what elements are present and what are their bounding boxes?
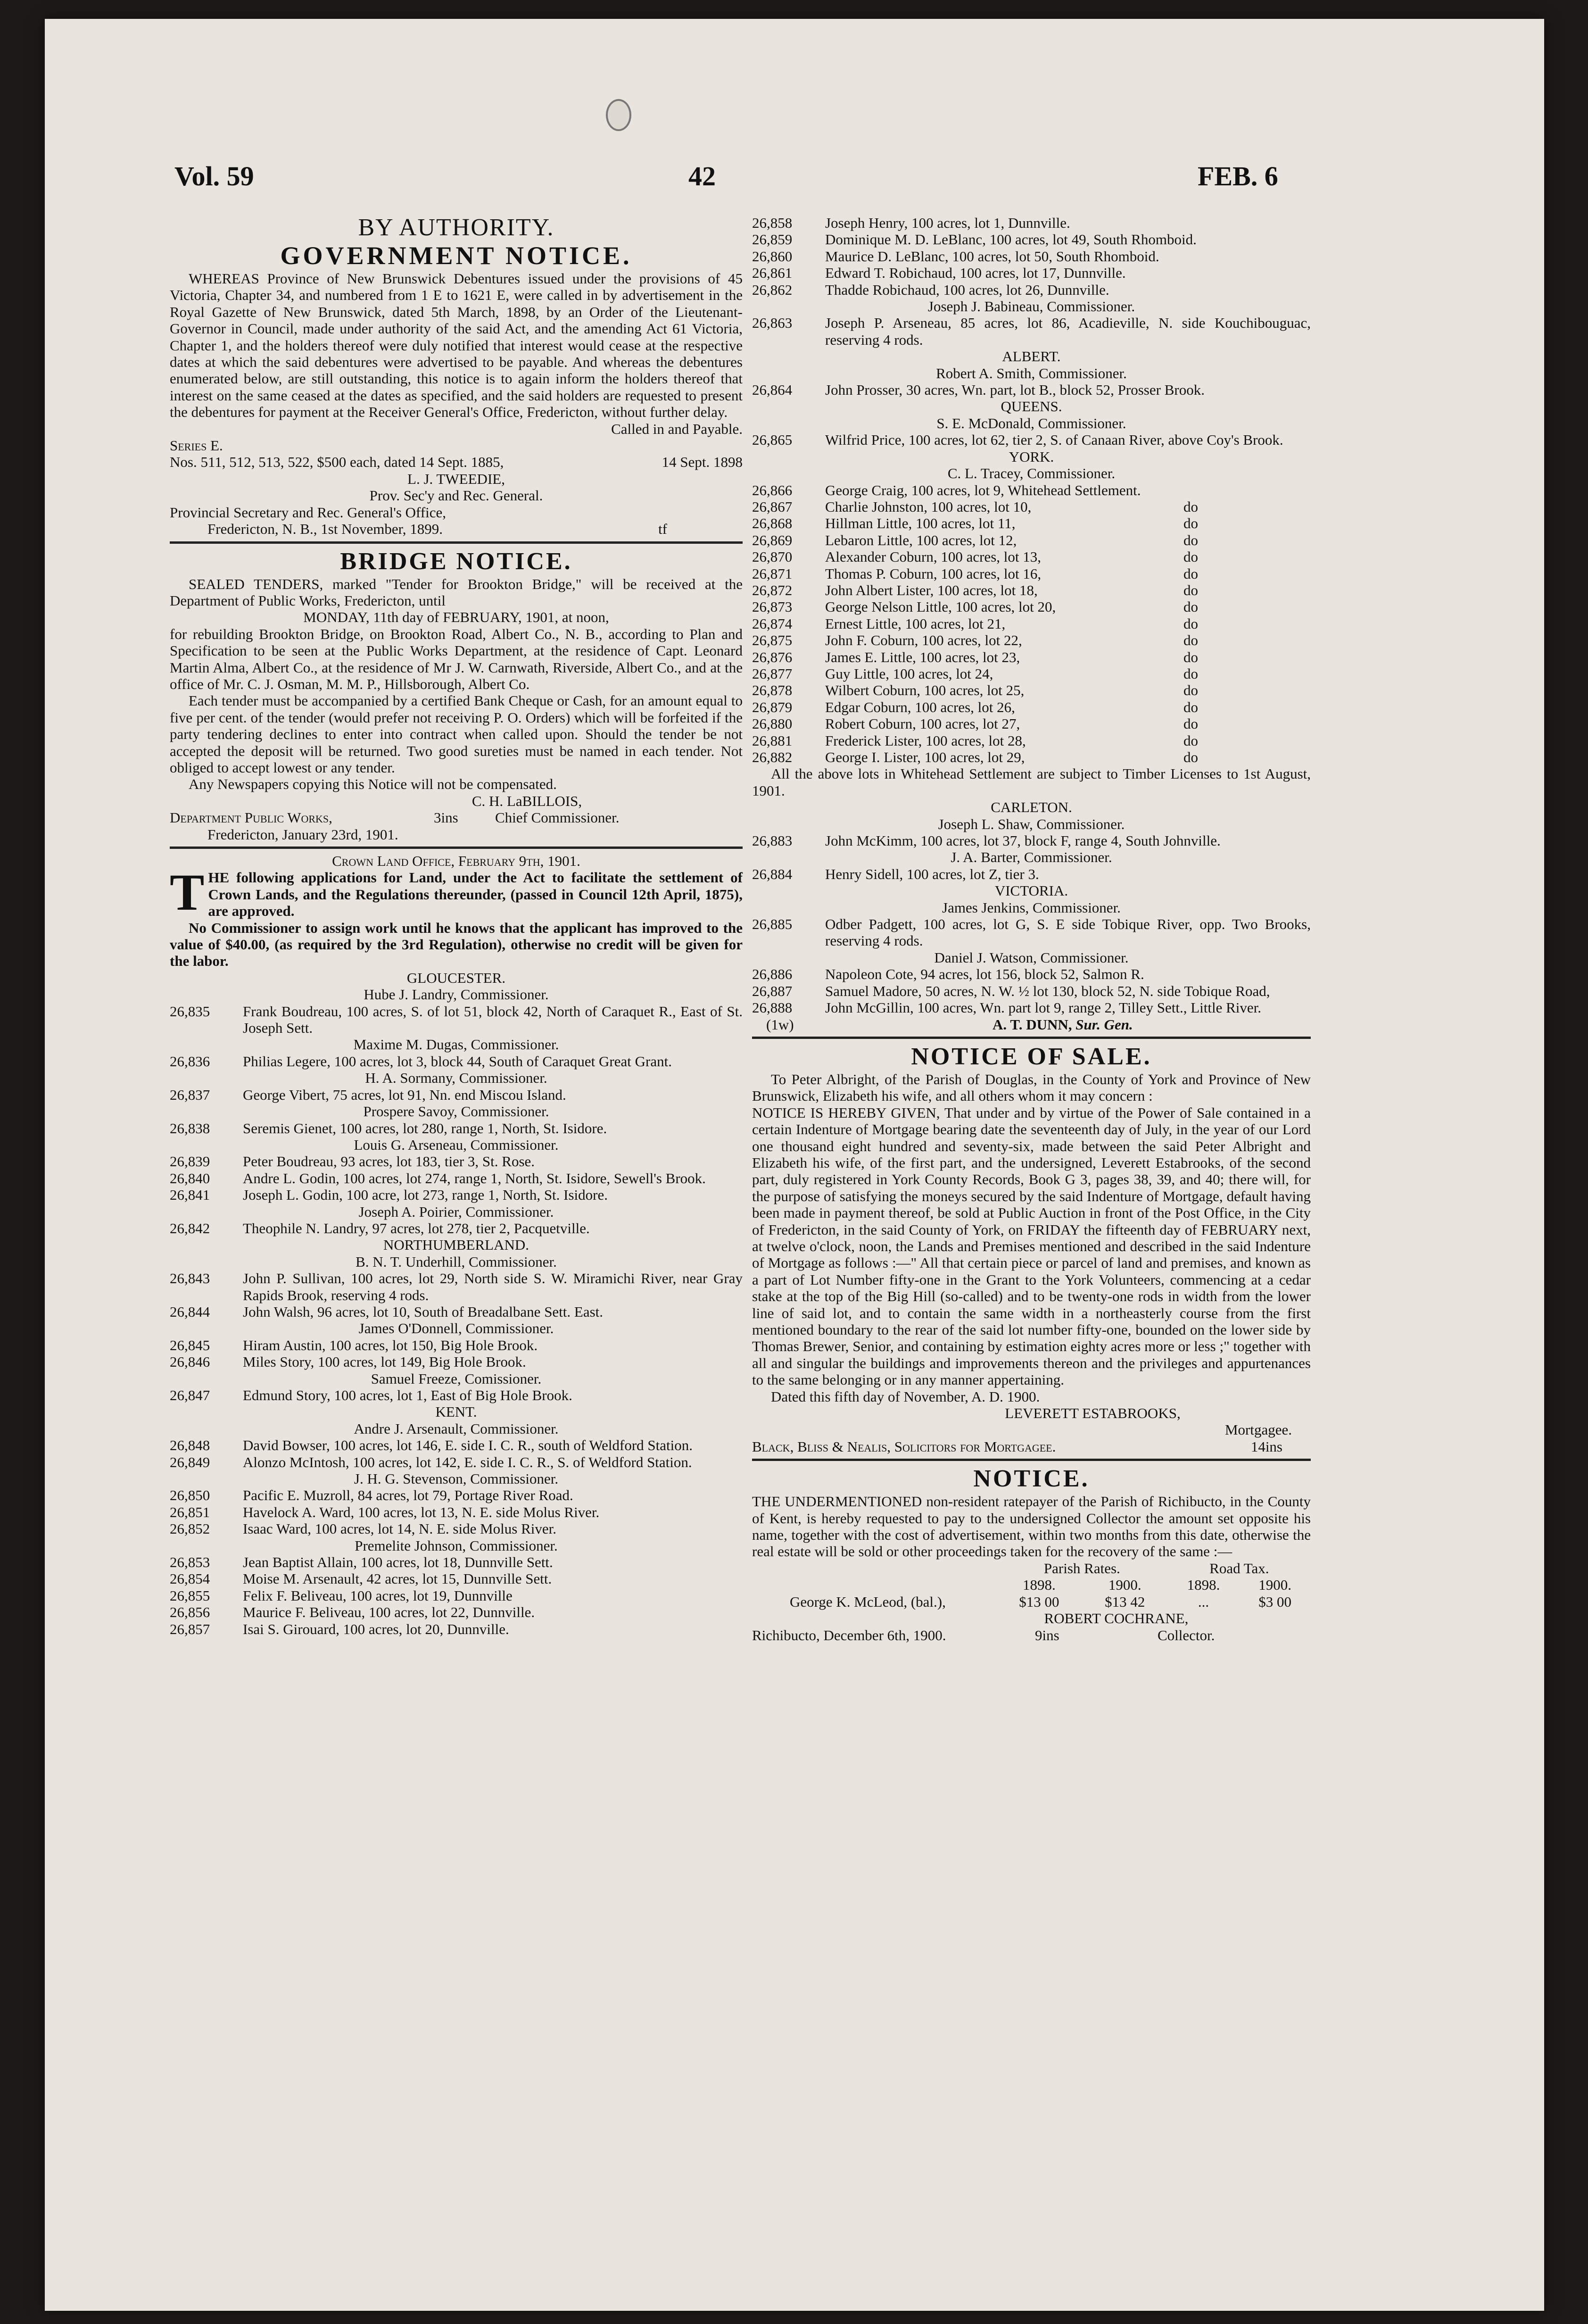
commissioner-name: H. A. Sormany, Commissioner. bbox=[365, 1070, 547, 1087]
land-entry bbox=[752, 649, 1311, 665]
entry-number: 26,843 bbox=[170, 1270, 210, 1287]
bridge-notice-p2: for rebuilding Brookton Bridge, on Brookton Road, Albert Co., N. B., according to Plan and Specification to be seen at the Public Works Department, at the residence of Capt. Leonard Martin Alma, Albert Co., at the residence of Mr J. W. Carnwath, Riverside, Albert Co., and at the office of Mr. C. J. Osman, M. M. P., Hillsborough, Albert Co. bbox=[170, 625, 743, 692]
authority-office: Provincial Secretary and Rec. General's Office, bbox=[170, 504, 447, 521]
notice-signer-title: Collector. bbox=[1158, 1627, 1215, 1643]
year-cell: 1900. bbox=[1258, 1577, 1292, 1594]
county-heading: KENT. bbox=[435, 1403, 477, 1420]
land-entry bbox=[752, 866, 1311, 882]
land-entry bbox=[170, 1187, 743, 1203]
rates-header-row bbox=[752, 1560, 1311, 1577]
land-entry bbox=[752, 916, 1311, 949]
commissioner-name: Joseph J. Babineau, Commissioner. bbox=[927, 298, 1135, 315]
land-entry bbox=[752, 832, 1311, 849]
commissioner-name: J. A. Barter, Commissioner. bbox=[951, 849, 1112, 866]
county-heading: ALBERT. bbox=[1002, 348, 1061, 365]
land-entry bbox=[170, 1270, 743, 1303]
entry-text: Moise M. Arsenault, 42 acres, lot 15, Dunnville Sett. bbox=[243, 1570, 552, 1587]
land-entry bbox=[752, 315, 1311, 348]
sale-signer: LEVERETT ESTABROOKS, bbox=[1005, 1405, 1181, 1422]
entry-text: Alexander Coburn, 100 acres, lot 13, bbox=[825, 548, 1041, 565]
land-entry bbox=[170, 1587, 743, 1604]
divider bbox=[752, 1459, 1311, 1461]
ditto-mark: do bbox=[1183, 665, 1198, 682]
land-entry bbox=[170, 1504, 743, 1520]
entry-number: 26,845 bbox=[170, 1336, 210, 1353]
entry-number: 26,874 bbox=[752, 615, 793, 632]
land-entry bbox=[752, 615, 1311, 632]
sale-solicitors: Black, Bliss & Nealis, Solicitors for Mortgagee. bbox=[752, 1438, 1056, 1455]
land-entry bbox=[752, 248, 1311, 265]
land-entry bbox=[752, 532, 1311, 548]
entry-text: John Prosser, 30 acres, Wn. part, lot B., block 52, Prosser Brook. bbox=[825, 382, 1205, 398]
land-entry bbox=[752, 682, 1311, 698]
entry-text: Havelock A. Ward, 100 acres, lot 13, N. E. side Molus River. bbox=[243, 1503, 600, 1520]
entry-number: 26,859 bbox=[752, 231, 793, 248]
land-entry bbox=[752, 699, 1311, 715]
entry-text: Edward T. Robichaud, 100 acres, lot 17, Dunnville. bbox=[825, 265, 1126, 282]
bridge-place-date: Fredericton, January 23rd, 1901. bbox=[207, 826, 398, 843]
entry-text: Thadde Robichaud, 100 acres, lot 26, Dunnville. bbox=[825, 281, 1109, 298]
land-entry bbox=[170, 1554, 743, 1570]
entry-text: Maurice F. Beliveau, 100 acres, lot 22, Dunnville. bbox=[243, 1604, 535, 1621]
commissioner-name: J. H. G. Stevenson, Commissioner. bbox=[354, 1470, 559, 1487]
divider bbox=[170, 541, 743, 544]
entry-text: Hiram Austin, 100 acres, lot 150, Big Hole Brook. bbox=[243, 1336, 538, 1353]
series-numbers: Nos. 511, 512, 513, 522, $500 each, dated 14 Sept. 1885, bbox=[170, 454, 504, 471]
entry-number: 26,879 bbox=[752, 698, 793, 715]
entry-text: Napoleon Cote, 94 acres, lot 156, block 52, Salmon R. bbox=[825, 966, 1144, 983]
year-cell: 1900. bbox=[1108, 1577, 1141, 1594]
ratepayer-name: George K. McLeod, (bal.), bbox=[790, 1593, 946, 1610]
land-entry bbox=[752, 515, 1311, 531]
entry-text: Dominique M. D. LeBlanc, 100 acres, lot 49, South Rhomboid. bbox=[825, 231, 1197, 248]
entry-number: 26,873 bbox=[752, 598, 793, 615]
entry-number: 26,884 bbox=[752, 865, 793, 882]
ditto-mark: do bbox=[1183, 698, 1198, 715]
authority-office-row bbox=[170, 521, 743, 537]
divider bbox=[170, 847, 743, 849]
entry-number: 26,867 bbox=[752, 498, 793, 515]
land-entry bbox=[170, 1053, 743, 1070]
entry-text: Wilbert Coburn, 100 acres, lot 25, bbox=[825, 682, 1025, 699]
notice-place-date: Richibucto, December 6th, 1900. bbox=[752, 1627, 946, 1643]
entry-number: 26,866 bbox=[752, 481, 793, 498]
land-entry bbox=[170, 1520, 743, 1537]
land-entry bbox=[752, 498, 1311, 515]
entry-text: Theophile N. Landry, 97 acres, lot 278, tier 2, Pacquetville. bbox=[243, 1220, 590, 1237]
land-entry bbox=[170, 1387, 743, 1403]
sale-solicitors-row bbox=[752, 1438, 1311, 1455]
notice-signer: ROBERT COCHRANE, bbox=[1044, 1610, 1189, 1627]
kent-continued-list bbox=[752, 215, 1311, 298]
land-entry bbox=[170, 1120, 743, 1137]
entry-text: Robert Coburn, 100 acres, lot 27, bbox=[825, 715, 1020, 732]
year-cell: 1898. bbox=[1187, 1577, 1220, 1594]
bridge-signer-title: Chief Commissioner. bbox=[495, 809, 620, 826]
entry-number: 26,838 bbox=[170, 1120, 210, 1137]
land-entry bbox=[170, 1454, 743, 1470]
entry-text: John McKimm, 100 acres, lot 37, block F, range 4, South Johnville. bbox=[825, 832, 1221, 849]
commissioner-name: S. E. McDonald, Commissioner. bbox=[936, 415, 1126, 432]
land-entry bbox=[170, 1437, 743, 1453]
amount-cell: $13 42 bbox=[1105, 1593, 1145, 1610]
notice-footer-row bbox=[752, 1627, 1311, 1643]
land-entry bbox=[752, 999, 1311, 1016]
bridge-notice-p3: Each tender must be accompanied by a certified Bank Cheque or Cash, for an amount equal to five per cent. of the tender (would prefer not receiving P. O. Orders) which will be forfeited if the party tendering declines to enter into contract when called upon. Should the tender be not accepted the deposit will be returned. Two good sureties must be named in each tender. Not obliged to accept lowest or any tender. bbox=[170, 692, 743, 776]
entry-number: 26,851 bbox=[170, 1503, 210, 1520]
entry-text: George Craig, 100 acres, lot 9, Whitehead Settlement. bbox=[825, 481, 1141, 498]
entry-text: Odber Padgett, 100 acres, lot G, S. E side Tobique River, opp. Two Brooks, reserving 4 rods. bbox=[825, 916, 1311, 949]
entry-number: 26,878 bbox=[752, 682, 793, 699]
land-entry bbox=[170, 1337, 743, 1353]
parish-rates-header: Parish Rates. bbox=[1043, 1560, 1120, 1577]
entry-number: 26,865 bbox=[752, 432, 793, 448]
entry-number: 26,876 bbox=[752, 648, 793, 665]
right-column bbox=[752, 215, 1311, 1643]
county-heading: YORK. bbox=[1009, 448, 1054, 465]
entry-number: 26,872 bbox=[752, 581, 793, 598]
commissioner-name: Hube J. Landry, Commissioner. bbox=[364, 986, 549, 1003]
entry-text: Frank Boudreau, 100 acres, S. of lot 51, block 42, North of Caraquet R., East of St. Joseph Sett. bbox=[243, 1003, 743, 1037]
ditto-mark: do bbox=[1183, 749, 1198, 765]
entry-text: Andre L. Godin, 100 acres, lot 274, range 1, North, St. Isidore, Sewell's Brook. bbox=[243, 1170, 706, 1187]
entry-number: 26,881 bbox=[752, 732, 793, 749]
county-heading: GLOUCESTER. bbox=[406, 969, 506, 986]
entry-number: 26,863 bbox=[752, 315, 793, 332]
bridge-insertions: 3ins bbox=[434, 809, 458, 826]
commissioner-name: Premelite Johnson, Commissioner. bbox=[355, 1537, 558, 1554]
commissioner-name: James O'Donnell, Commissioner. bbox=[358, 1320, 554, 1337]
entry-text: Jean Baptist Allain, 100 acres, lot 18, Dunnville Sett. bbox=[243, 1554, 553, 1571]
ditto-mark: do bbox=[1183, 732, 1198, 749]
commissioner-name: Joseph L. Shaw, Commissioner. bbox=[938, 815, 1125, 832]
entry-number: 26,875 bbox=[752, 632, 793, 649]
divider bbox=[752, 1037, 1311, 1039]
series-payable-date: 14 Sept. 1898 bbox=[662, 454, 743, 471]
crown-signature-row bbox=[752, 1016, 1311, 1033]
entry-number: 26,883 bbox=[752, 832, 793, 849]
land-entry bbox=[752, 265, 1311, 281]
county-heading: CARLETON. bbox=[991, 799, 1072, 816]
commissioner-name: C. L. Tracey, Commissioner. bbox=[947, 465, 1116, 482]
land-entry bbox=[752, 565, 1311, 582]
entry-text: Isai S. Girouard, 100 acres, lot 20, Dunnville. bbox=[243, 1620, 509, 1637]
authority-office-mark: tf bbox=[658, 521, 667, 538]
bridge-notice-p4: Any Newspapers copying this Notice will not be compensated. bbox=[189, 776, 557, 793]
land-entry bbox=[752, 732, 1311, 749]
amount-cell: ... bbox=[1198, 1593, 1209, 1610]
gazette-page bbox=[45, 19, 1544, 2311]
land-entry bbox=[170, 1220, 743, 1237]
entry-number: 26,857 bbox=[170, 1620, 210, 1637]
entry-number: 26,840 bbox=[170, 1170, 210, 1187]
entry-text: John Albert Lister, 100 acres, lot 18, bbox=[825, 581, 1038, 598]
york-note: All the above lots in Whitehead Settlement are subject to Timber Licenses to 1st August, 1901. bbox=[752, 765, 1311, 799]
entry-text: Peter Boudreau, 93 acres, lot 183, tier 3, St. Rose. bbox=[243, 1153, 535, 1170]
notice-insertions: 9ins bbox=[1035, 1627, 1059, 1643]
year-cell: 1898. bbox=[1023, 1577, 1056, 1594]
entry-number: 26,860 bbox=[752, 248, 793, 265]
entry-text: Lebaron Little, 100 acres, lot 12, bbox=[825, 531, 1017, 548]
land-entry bbox=[752, 598, 1311, 615]
commissioner-name: Maxime M. Dugas, Commissioner. bbox=[353, 1036, 559, 1053]
ditto-mark: do bbox=[1183, 548, 1198, 565]
entry-number: 26,856 bbox=[170, 1604, 210, 1621]
entry-text: Hillman Little, 100 acres, lot 11, bbox=[825, 515, 1016, 532]
entry-text: Joseph L. Godin, 100 acre, lot 273, range 1, North, St. Isidore. bbox=[243, 1187, 608, 1204]
entry-text: Isaac Ward, 100 acres, lot 14, N. E. side Molus River. bbox=[243, 1520, 557, 1537]
ditto-mark: do bbox=[1183, 715, 1198, 732]
land-entry bbox=[752, 382, 1311, 398]
entry-number: 26,885 bbox=[752, 916, 793, 933]
ditto-mark: do bbox=[1183, 565, 1198, 582]
entry-number: 26,861 bbox=[752, 265, 793, 282]
land-entry bbox=[752, 983, 1311, 999]
county-heading: NORTHUMBERLAND. bbox=[383, 1237, 529, 1253]
authority-office-date: Fredericton, N. B., 1st November, 1899. bbox=[207, 521, 443, 538]
county-victoria bbox=[752, 882, 1311, 1016]
entry-text: George Nelson Little, 100 acres, lot 20, bbox=[825, 598, 1056, 615]
entry-text: John P. Sullivan, 100 acres, lot 29, North side S. W. Miramichi River, near Gray Rapids Brook, reserving 4 rods. bbox=[243, 1270, 743, 1303]
entry-number: 26,852 bbox=[170, 1520, 210, 1537]
authority-signer: L. J. TWEEDIE, bbox=[407, 470, 505, 487]
commissioner-name: James Jenkins, Commissioner. bbox=[942, 899, 1121, 916]
entry-number: 26,846 bbox=[170, 1353, 210, 1370]
sale-signer-title: Mortgagee. bbox=[1224, 1421, 1292, 1438]
entry-text: David Bowser, 100 acres, lot 146, E. side I. C. R., south of Weldford Station. bbox=[243, 1437, 693, 1454]
entry-number: 26,862 bbox=[752, 281, 793, 298]
land-entry bbox=[752, 432, 1311, 448]
ditto-mark: do bbox=[1183, 648, 1198, 665]
entry-number: 26,842 bbox=[170, 1220, 210, 1237]
volume-number: Vol. 59 bbox=[174, 161, 254, 191]
entry-text: Thomas P. Coburn, 100 acres, lot 16, bbox=[825, 565, 1042, 582]
commissioner-name: Samuel Freeze, Comissioner. bbox=[371, 1370, 542, 1387]
issue-date: FEB. 6 bbox=[1198, 161, 1278, 191]
land-entry bbox=[170, 1487, 743, 1503]
by-authority-heading: BY AUTHORITY. bbox=[358, 214, 554, 241]
land-entry bbox=[170, 1003, 743, 1037]
commissioner-name: Louis G. Arseneau, Commissioner. bbox=[354, 1136, 559, 1153]
entry-text: Philias Legere, 100 acres, lot 3, block 44, South of Caraquet Great Grant. bbox=[243, 1053, 672, 1070]
called-in-label: Called in and Payable. bbox=[611, 420, 743, 437]
entry-text: Maurice D. LeBlanc, 100 acres, lot 50, South Rhomboid. bbox=[825, 248, 1159, 265]
entry-number: 26,839 bbox=[170, 1153, 210, 1170]
land-entry bbox=[752, 966, 1311, 982]
government-notice-title: GOVERNMENT NOTICE. bbox=[280, 241, 632, 270]
bridge-notice-p1: SEALED TENDERS, marked "Tender for Brookton Bridge," will be received at the Department of Public Works, Fredericton, until bbox=[170, 575, 743, 609]
land-entry bbox=[752, 715, 1311, 732]
amount-cell: $3 00 bbox=[1258, 1593, 1292, 1610]
entry-number: 26,870 bbox=[752, 548, 793, 565]
amount-cell: $13 00 bbox=[1019, 1593, 1059, 1610]
rates-table bbox=[752, 1560, 1311, 1610]
crown-signer-title: Sur. Gen. bbox=[1075, 1016, 1133, 1033]
entry-text: Miles Story, 100 acres, lot 149, Big Hole Brook. bbox=[243, 1353, 526, 1370]
york-entry-list bbox=[752, 498, 1311, 766]
crown-office-line: Crown Land Office, February 9th, 1901. bbox=[332, 853, 580, 869]
punch-hole bbox=[606, 99, 631, 131]
ditto-mark: do bbox=[1183, 598, 1198, 615]
entry-text: Wilfrid Price, 100 acres, lot 62, tier 2, S. of Canaan River, above Coy's Brook. bbox=[825, 432, 1283, 448]
entry-number: 26,837 bbox=[170, 1086, 210, 1103]
entry-number: 26,871 bbox=[752, 565, 793, 582]
entry-number: 26,855 bbox=[170, 1587, 210, 1604]
entry-number: 26,853 bbox=[170, 1554, 210, 1571]
notice-of-sale-title: NOTICE OF SALE. bbox=[911, 1043, 1152, 1070]
county-carleton bbox=[752, 799, 1311, 882]
entry-number: 26,858 bbox=[752, 215, 793, 231]
ditto-mark: do bbox=[1183, 682, 1198, 699]
entry-number: 26,868 bbox=[752, 515, 793, 532]
entry-number: 26,854 bbox=[170, 1570, 210, 1587]
entry-text: Alonzo McIntosh, 100 acres, lot 142, E. side I. C. R., S. of Weldford Station. bbox=[243, 1453, 692, 1470]
entry-text: George I. Lister, 100 acres, lot 29, bbox=[825, 749, 1025, 765]
entry-number: 26,888 bbox=[752, 999, 793, 1016]
land-entry bbox=[170, 1570, 743, 1587]
kent-more-list bbox=[752, 315, 1311, 348]
entry-number: 26,850 bbox=[170, 1487, 210, 1504]
sale-insertions: 14ins bbox=[1250, 1438, 1282, 1455]
entry-text: Seremis Gienet, 100 acres, lot 280, range 1, North, St. Isidore. bbox=[243, 1120, 607, 1137]
crown-insertions: (1w) bbox=[766, 1016, 794, 1033]
entry-text: Felix F. Beliveau, 100 acres, lot 19, Dunnville bbox=[243, 1587, 513, 1604]
land-entry bbox=[752, 231, 1311, 248]
authority-signer-title: Prov. Sec'y and Rec. General. bbox=[369, 487, 543, 504]
rates-years-row bbox=[752, 1577, 1311, 1593]
crown-intro-text: HE following applications for Land, under the Act to facilitate the settlement of Crown Lands, and the Regulations thereunder, (passed in Council 12th April, 1875), are approved. bbox=[208, 869, 743, 920]
entry-text: Charlie Johnston, 100 acres, lot 10, bbox=[825, 498, 1032, 515]
entry-text: Joseph Henry, 100 acres, lot 1, Dunnville. bbox=[825, 215, 1070, 231]
entry-text: Pacific E. Muzroll, 84 acres, lot 79, Portage River Road. bbox=[243, 1487, 573, 1504]
commissioner-name: Daniel J. Watson, Commissioner. bbox=[934, 949, 1129, 966]
land-entry bbox=[752, 582, 1311, 598]
commissioner-name: Joseph A. Poirier, Commissioner. bbox=[358, 1203, 554, 1220]
entry-text: Edgar Coburn, 100 acres, lot 26, bbox=[825, 698, 1015, 715]
entry-number: 26,877 bbox=[752, 665, 793, 682]
government-notice-body: WHEREAS Province of New Brunswick Debentures issued under the provisions of 45 Victoria, Chapter 34, and numbered from 1 E to 1621 E, were called in by advertisement in the Royal Gazette of New Brunswick, dated 5th March, 1898, by an Order of the Lieutenant-Governor in Council, made under authority of the said Act, and the amending Act 61 Victoria, Chapter 1, and the holders thereof were duly notified that interest would cease at the respective dates at which the said debentures were advertised to be payable. And whereas the debentures enumerated below, are still outstanding, this notice is to again inform the holders thereof that interest on the same ceased at the dates as specified, and the said holders are requested to present the debentures for payment at the Receiver General's Office, Fredericton, without further delay. bbox=[170, 270, 743, 421]
entry-number: 26,848 bbox=[170, 1437, 210, 1454]
land-entry bbox=[752, 665, 1311, 682]
entry-number: 26,847 bbox=[170, 1387, 210, 1403]
entry-number: 26,849 bbox=[170, 1453, 210, 1470]
entry-number: 26,869 bbox=[752, 531, 793, 548]
entry-number: 26,844 bbox=[170, 1303, 210, 1320]
land-entry bbox=[752, 215, 1311, 231]
land-entry bbox=[170, 1087, 743, 1103]
left-column bbox=[170, 215, 743, 1637]
entry-text: John McGillin, 100 acres, Wn. part lot 9, range 2, Tilley Sett., Little River. bbox=[825, 999, 1262, 1016]
land-entry bbox=[752, 548, 1311, 565]
crown-signer-name: A. T. DUNN, bbox=[992, 1016, 1072, 1033]
land-entry bbox=[752, 282, 1311, 298]
ditto-mark: do bbox=[1183, 498, 1198, 515]
notice-body: THE UNDERMENTIONED non-resident ratepayer of the Parish of Richibucto, in the County of Kent, is hereby requested to pay to the undersigned Collector the amount set opposite his name, together with the cost of advertisement, within two months from this date, otherwise the real estate will be sold or other proceedings taken for the recovery of the same :— bbox=[752, 1493, 1311, 1560]
crown-commissioner-note: No Commissioner to assign work until he knows that the applicant has improved to the value of $40.00, (as required by the 3rd Regulation), otherwise no credit will be given for the labor. bbox=[170, 919, 743, 970]
entry-text: Frederick Lister, 100 acres, lot 28, bbox=[825, 732, 1026, 749]
land-entry bbox=[170, 1303, 743, 1320]
page-number: 42 bbox=[688, 161, 716, 191]
entry-number: 26,887 bbox=[752, 982, 793, 999]
commissioner-name: Robert A. Smith, Commissioner. bbox=[936, 365, 1127, 382]
bridge-notice-title: BRIDGE NOTICE. bbox=[340, 548, 572, 575]
land-entry bbox=[170, 1353, 743, 1370]
entry-text: George Vibert, 75 acres, lot 91, Nn. end Miscou Island. bbox=[243, 1086, 566, 1103]
land-entry bbox=[170, 1153, 743, 1170]
sale-dated: Dated this fifth day of November, A. D. 1900. bbox=[771, 1388, 1040, 1405]
entry-number: 26,880 bbox=[752, 715, 793, 732]
county-list-right bbox=[752, 348, 1311, 448]
entry-text: James E. Little, 100 acres, lot 23, bbox=[825, 648, 1020, 665]
commissioner-name: Andre J. Arsenault, Commissioner. bbox=[354, 1420, 559, 1437]
land-entry bbox=[752, 749, 1311, 765]
entry-text: Henry Sidell, 100 acres, lot Z, tier 3. bbox=[825, 865, 1039, 882]
county-heading: QUEENS. bbox=[1001, 398, 1062, 415]
county-list-left bbox=[170, 970, 743, 1637]
sale-body: NOTICE IS HEREBY GIVEN, That under and by virtue of the Power of Sale contained in a certain Indenture of Mortgage bearing date the seventeenth day of July, in the year of our Lord one thousand eight hundred and seventy-six, made between the said Peter Albright and Elizabeth his wife, of the first part, and the undersigned, Leverett Estabrooks, of the second part, duly registered in York County Records, Book G 3, pages 38, 39, and 40; there will, for the purpose of satisfying the moneys secured by the said Indenture of Mortgage, default having been made in payment thereof, be sold at Public Auction in front of the Post Office, in the City of Fredericton, in the said County of York, on FRIDAY the fifteenth day of FEBRUARY next, at twelve o'clock, noon, the Lands and Premises mentioned and described in the said Indenture of Mortgage as follows :—" All that certain piece or parcel of land and premises, and known as a part of Lot Number fifty-one in the Grant to the York Volunteers, commencing at a cedar stake at the top of the Big Hill (so-called) and to be twenty-one rods in width from the lower line of said lot, and to contain the same width in a northeasterly course from the first mentioned boundary to the rear of the said lot number fifty-one, bounded on the lower side by Thomas Brewer, Senior, and containing by estimation eighty acres more or less ;" together with all and singular the buildings and improvements thereon and the privileges and appurtenances to the same belonging or in any manner appertaining. bbox=[752, 1104, 1311, 1388]
entry-text: Joseph P. Arseneau, 85 acres, lot 86, Acadieville, N. side Kouchibouguac, reserving 4 rods. bbox=[825, 315, 1311, 348]
entry-number: 26,864 bbox=[752, 382, 793, 398]
entry-number: 26,835 bbox=[170, 1003, 210, 1020]
land-entry bbox=[752, 482, 1311, 498]
drop-cap: T bbox=[170, 863, 205, 921]
land-entry bbox=[170, 1621, 743, 1637]
bridge-signer: C. H. LaBILLOIS, bbox=[471, 792, 582, 809]
ditto-mark: do bbox=[1183, 615, 1198, 632]
rates-data-row bbox=[752, 1594, 1311, 1610]
ditto-mark: do bbox=[1183, 581, 1198, 598]
entry-text: Guy Little, 100 acres, lot 24, bbox=[825, 665, 993, 682]
entry-number: 26,886 bbox=[752, 966, 793, 983]
notice-title: NOTICE. bbox=[973, 1465, 1090, 1493]
series-label: Series E. bbox=[170, 437, 223, 454]
sale-addressees: To Peter Albright, of the Parish of Douglas, in the County of York and Province of New Brunswick, Elizabeth his wife, and all others whom it may concern : bbox=[752, 1071, 1311, 1104]
entry-text: John F. Coburn, 100 acres, lot 22, bbox=[825, 632, 1022, 649]
entry-text: John Walsh, 96 acres, lot 10, South of Breadalbane Sett. East. bbox=[243, 1303, 604, 1320]
entry-text: Ernest Little, 100 acres, lot 21, bbox=[825, 615, 1006, 632]
road-tax-header: Road Tax. bbox=[1209, 1560, 1269, 1577]
entry-text: Samuel Madore, 50 acres, N. W. ½ lot 130, block 52, N. side Tobique Road, bbox=[825, 982, 1270, 999]
land-entry bbox=[170, 1604, 743, 1620]
county-heading: VICTORIA. bbox=[994, 882, 1068, 899]
entry-text: Edmund Story, 100 acres, lot 1, East of Big Hole Brook. bbox=[243, 1387, 572, 1403]
land-entry bbox=[170, 1170, 743, 1187]
entry-number: 26,836 bbox=[170, 1053, 210, 1070]
commissioner-name: B. N. T. Underhill, Commissioner. bbox=[356, 1253, 557, 1270]
land-entry bbox=[752, 632, 1311, 648]
entry-number: 26,882 bbox=[752, 749, 793, 765]
bridge-dept-row bbox=[170, 809, 743, 826]
crown-intro bbox=[170, 863, 743, 921]
bridge-notice-date: MONDAY, 11th day of FEBRUARY, 1901, at noon, bbox=[303, 609, 609, 626]
series-row bbox=[170, 454, 743, 470]
ditto-mark: do bbox=[1183, 531, 1198, 548]
ditto-mark: do bbox=[1183, 632, 1198, 649]
commissioner-name: Prospere Savoy, Commissioner. bbox=[363, 1103, 549, 1120]
entry-number: 26,841 bbox=[170, 1187, 210, 1204]
bridge-department: Department Public Works, bbox=[170, 809, 332, 826]
ditto-mark: do bbox=[1183, 515, 1198, 532]
crown-signer bbox=[992, 1016, 1311, 1033]
